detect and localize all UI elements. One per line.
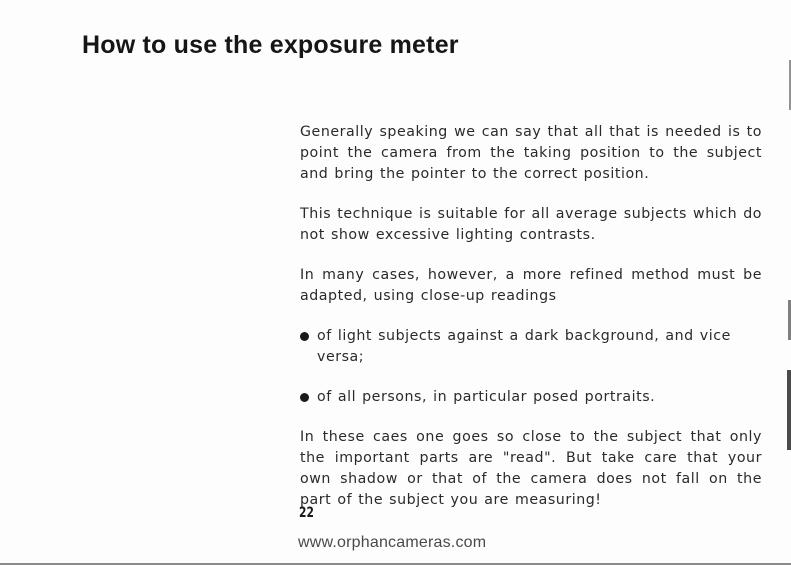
page-number: 22 [299,505,314,521]
watermark-url: www.orphancameras.com [298,534,487,551]
bullet-text: of light subjects against a dark background, and vice versa; [317,328,731,365]
body-text [300,122,762,530]
bullet-item [300,326,762,368]
page-title: How to use the exposure meter [82,31,459,59]
scan-edge-mark [787,370,791,450]
paragraph-general: Generally speaking we can say that all that is needed is to point the camera from the taking position to the subject and bring the pointer to the correct position. [300,124,762,182]
bullet-item [300,387,762,408]
paragraph-close-reading: In these caes one goes so close to the subject that only the important parts are "read". But take care that your own shadow or that of the camera does not fall on the part of the subject you are measuring! [300,429,762,508]
bullet-dot-icon [300,332,309,341]
bullet-text: of all persons, in particular posed portraits. [317,389,656,405]
paragraph-technique: This technique is suitable for all average subjects which do not show excessive lighting contrasts. [300,206,762,243]
bullet-dot-icon [300,393,309,402]
paragraph-refined-method: In many cases, however, a more refined method must be adapted, using close-up readings [300,267,762,304]
